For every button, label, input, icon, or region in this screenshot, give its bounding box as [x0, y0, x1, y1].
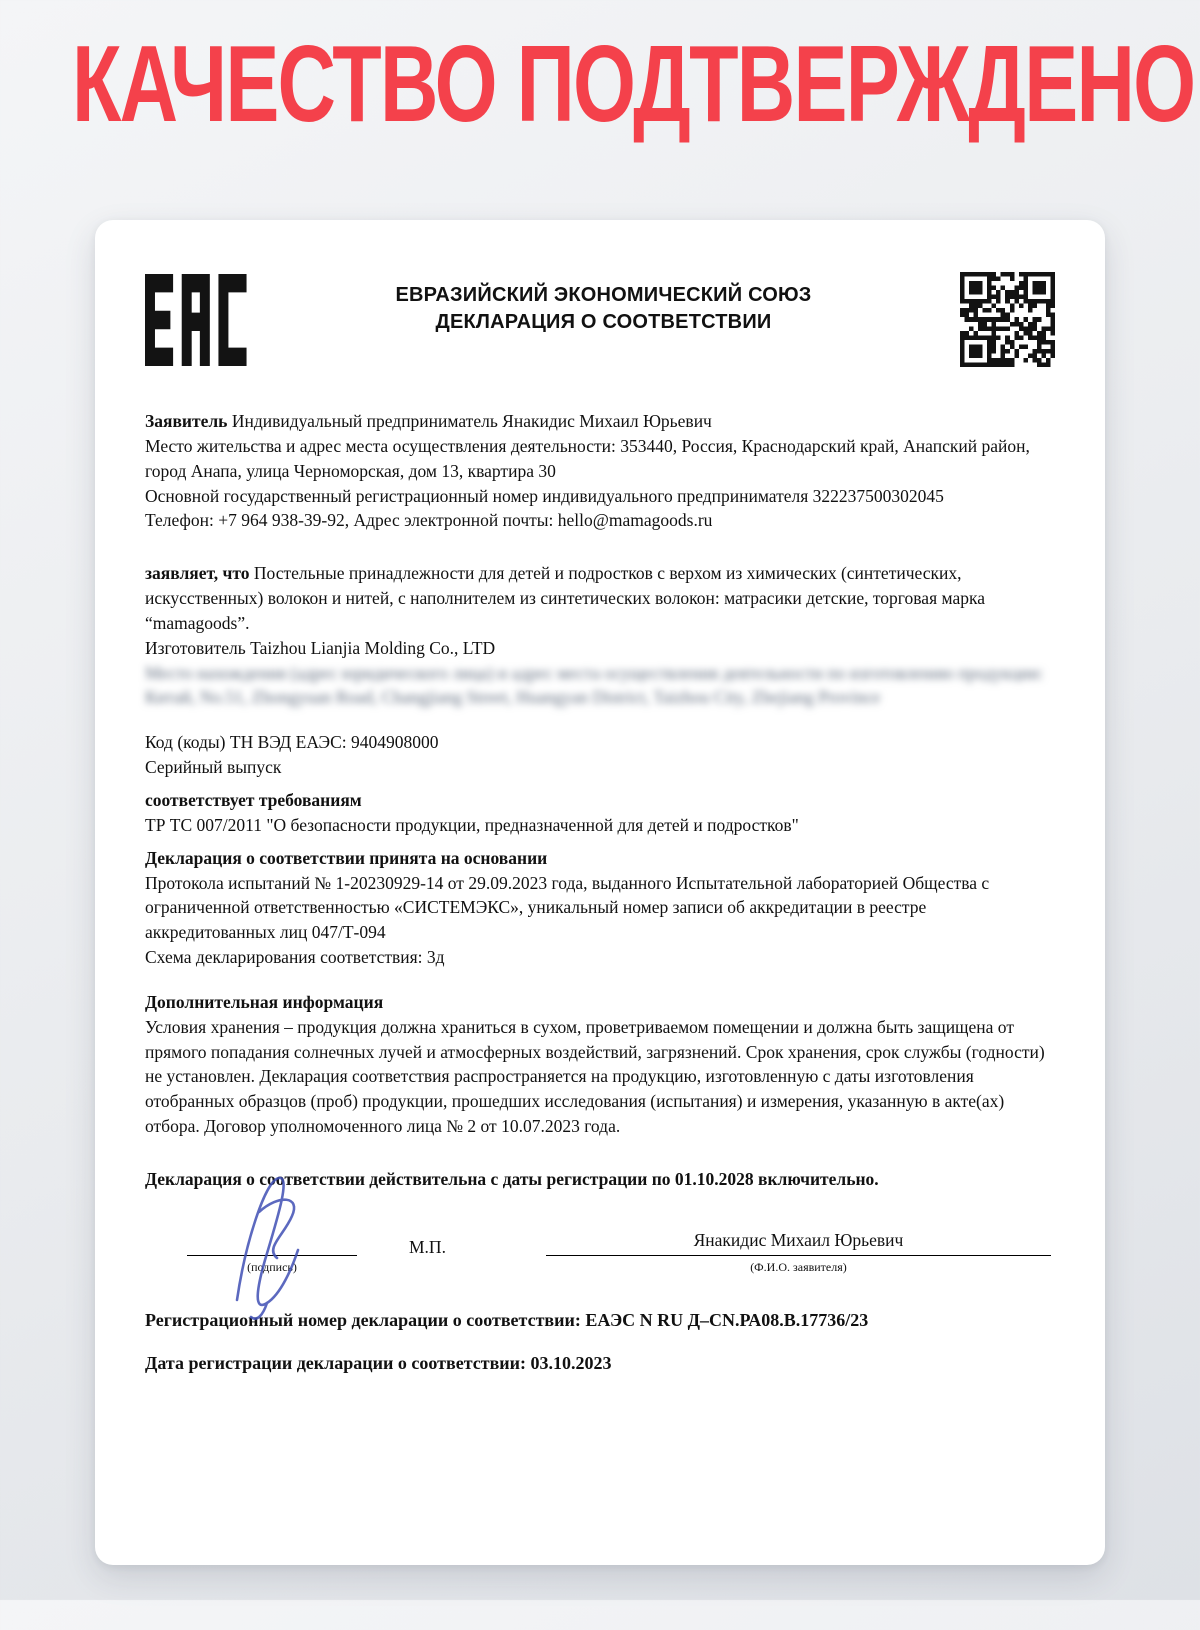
stamp-placeholder: М.П.	[409, 1236, 446, 1257]
signature-line	[187, 1255, 357, 1256]
union-title: ЕВРАЗИЙСКИЙ ЭКОНОМИЧЕСКИЙ СОЮЗ	[395, 284, 812, 306]
declaration-title: ДЕКЛАРАЦИЯ О СООТВЕТСТВИИ	[435, 311, 772, 333]
declarant-name-field	[546, 1228, 1051, 1276]
document-header	[145, 272, 1055, 367]
document-title	[247, 272, 960, 336]
qr-code-icon	[960, 272, 1055, 367]
signature-caption: (подпись)	[247, 1259, 297, 1274]
applicant-ogrn: Основной государственный регистрационный номер индивидуального предпринимателя 322237500302045	[145, 485, 944, 506]
declarant-name-caption: (Ф.И.О. заявителя)	[750, 1259, 847, 1274]
validity-line: Декларация о соответствии действительна с даты регистрации по 01.10.2028 включительно.	[145, 1168, 879, 1189]
additional-text: Условия хранения – продукция должна храниться в сухом, проветриваемом помещении и должна быть защищена от прямого попадания солнечных лучей и атмосферных воздействий, загрязнений. Срок хранения, срок службы (годности) не установлен. Декларация соответствия распространяется на продукцию, изготовленную с даты изготовления отобранных образцов (проб) продукции, прошедших исследования (испытания) и измерения, указанную в акте(ах) отбора. Договор уполномоченного лица № 2 от 10.07.2023 года.	[145, 1016, 1045, 1137]
tnved-code-line: Код (коды) ТН ВЭД ЕАЭС: 9404908000	[145, 732, 439, 753]
applicant-label: Заявитель	[145, 411, 228, 431]
complies-heading: соответствует требованиям	[145, 789, 362, 810]
signature-field	[187, 1255, 357, 1276]
applicant-name: Индивидуальный предприниматель Янакидис Михаил Юрьевич	[231, 411, 712, 431]
signature-block	[145, 1228, 1055, 1276]
applicant-paragraph	[145, 409, 1055, 533]
applicant-address: Место жительства и адрес места осуществления деятельности: 353440, Россия, Краснодарский край, Анапский район, город Анапа, улица Черноморская, дом 13, квартира 30	[145, 435, 1030, 481]
declarant-name-line	[546, 1255, 1051, 1256]
applicant-contacts: Телефон: +7 964 938-39-92, Адрес электронной почты: hello@mamagoods.ru	[145, 510, 713, 531]
eac-logo-icon	[145, 274, 247, 366]
manufacturer-address-blurred: Место нахождения (адрес юридического лица) и адрес места осуществления деятельности по изготовлению продукции: Китай, No.51, Zhongyuan Road, Changjiang Street, Huangyan District, Taizhou City, Zhejiang Province	[145, 662, 1044, 708]
manufacturer-line	[145, 636, 1055, 661]
manufacturer-name: Taizhou Lianjia Molding Co., LTD	[250, 637, 496, 658]
basis-heading: Декларация о соответствии принята на основании	[145, 847, 548, 868]
manufacturer-label: Изготовитель	[145, 637, 246, 658]
declarant-name: Янакидис Михаил Юрьевич	[693, 1229, 904, 1250]
additional-heading: Дополнительная информация	[145, 991, 384, 1012]
complies-text: ТР ТС 007/2011 "О безопасности продукции, предназначенной для детей и подростков"	[145, 814, 799, 835]
registration-date-line: Дата регистрации декларации о соответствии: 03.10.2023	[145, 1353, 612, 1374]
registration-number-line: Регистрационный номер декларации о соответствии: ЕАЭС N RU Д–CN.РА08.В.17736/23	[145, 1309, 869, 1330]
document-body	[145, 409, 1055, 1377]
page	[0, 24, 1200, 1630]
banner-title: КАЧЕСТВО ПОДТВЕРЖДЕНО	[72, 24, 1195, 145]
declares-text: Постельные принадлежности для детей и подростков с верхом из химических (синтетических, искусственных) волокон и нитей, с наполнителем из синтетических волокон: матрасики детские, торговая марка “mamagoods”.	[145, 563, 985, 633]
declares-label: заявляет, что	[145, 563, 250, 584]
product-paragraph	[145, 561, 1055, 636]
basis-text: Протокола испытаний № 1-20230929-14 от 29.09.2023 года, выданного Испытательной лабораторией Общества с ограниченной ответственностью «СИСТЕМЭКС», уникальный номер записи об аккредитации в реестре аккредитованных лиц 047/Т-094	[145, 872, 990, 943]
serial-release-line: Серийный выпуск	[145, 757, 282, 778]
scheme-line: Схема декларирования соответствия: 3д	[145, 947, 445, 968]
document-card	[95, 220, 1105, 1565]
